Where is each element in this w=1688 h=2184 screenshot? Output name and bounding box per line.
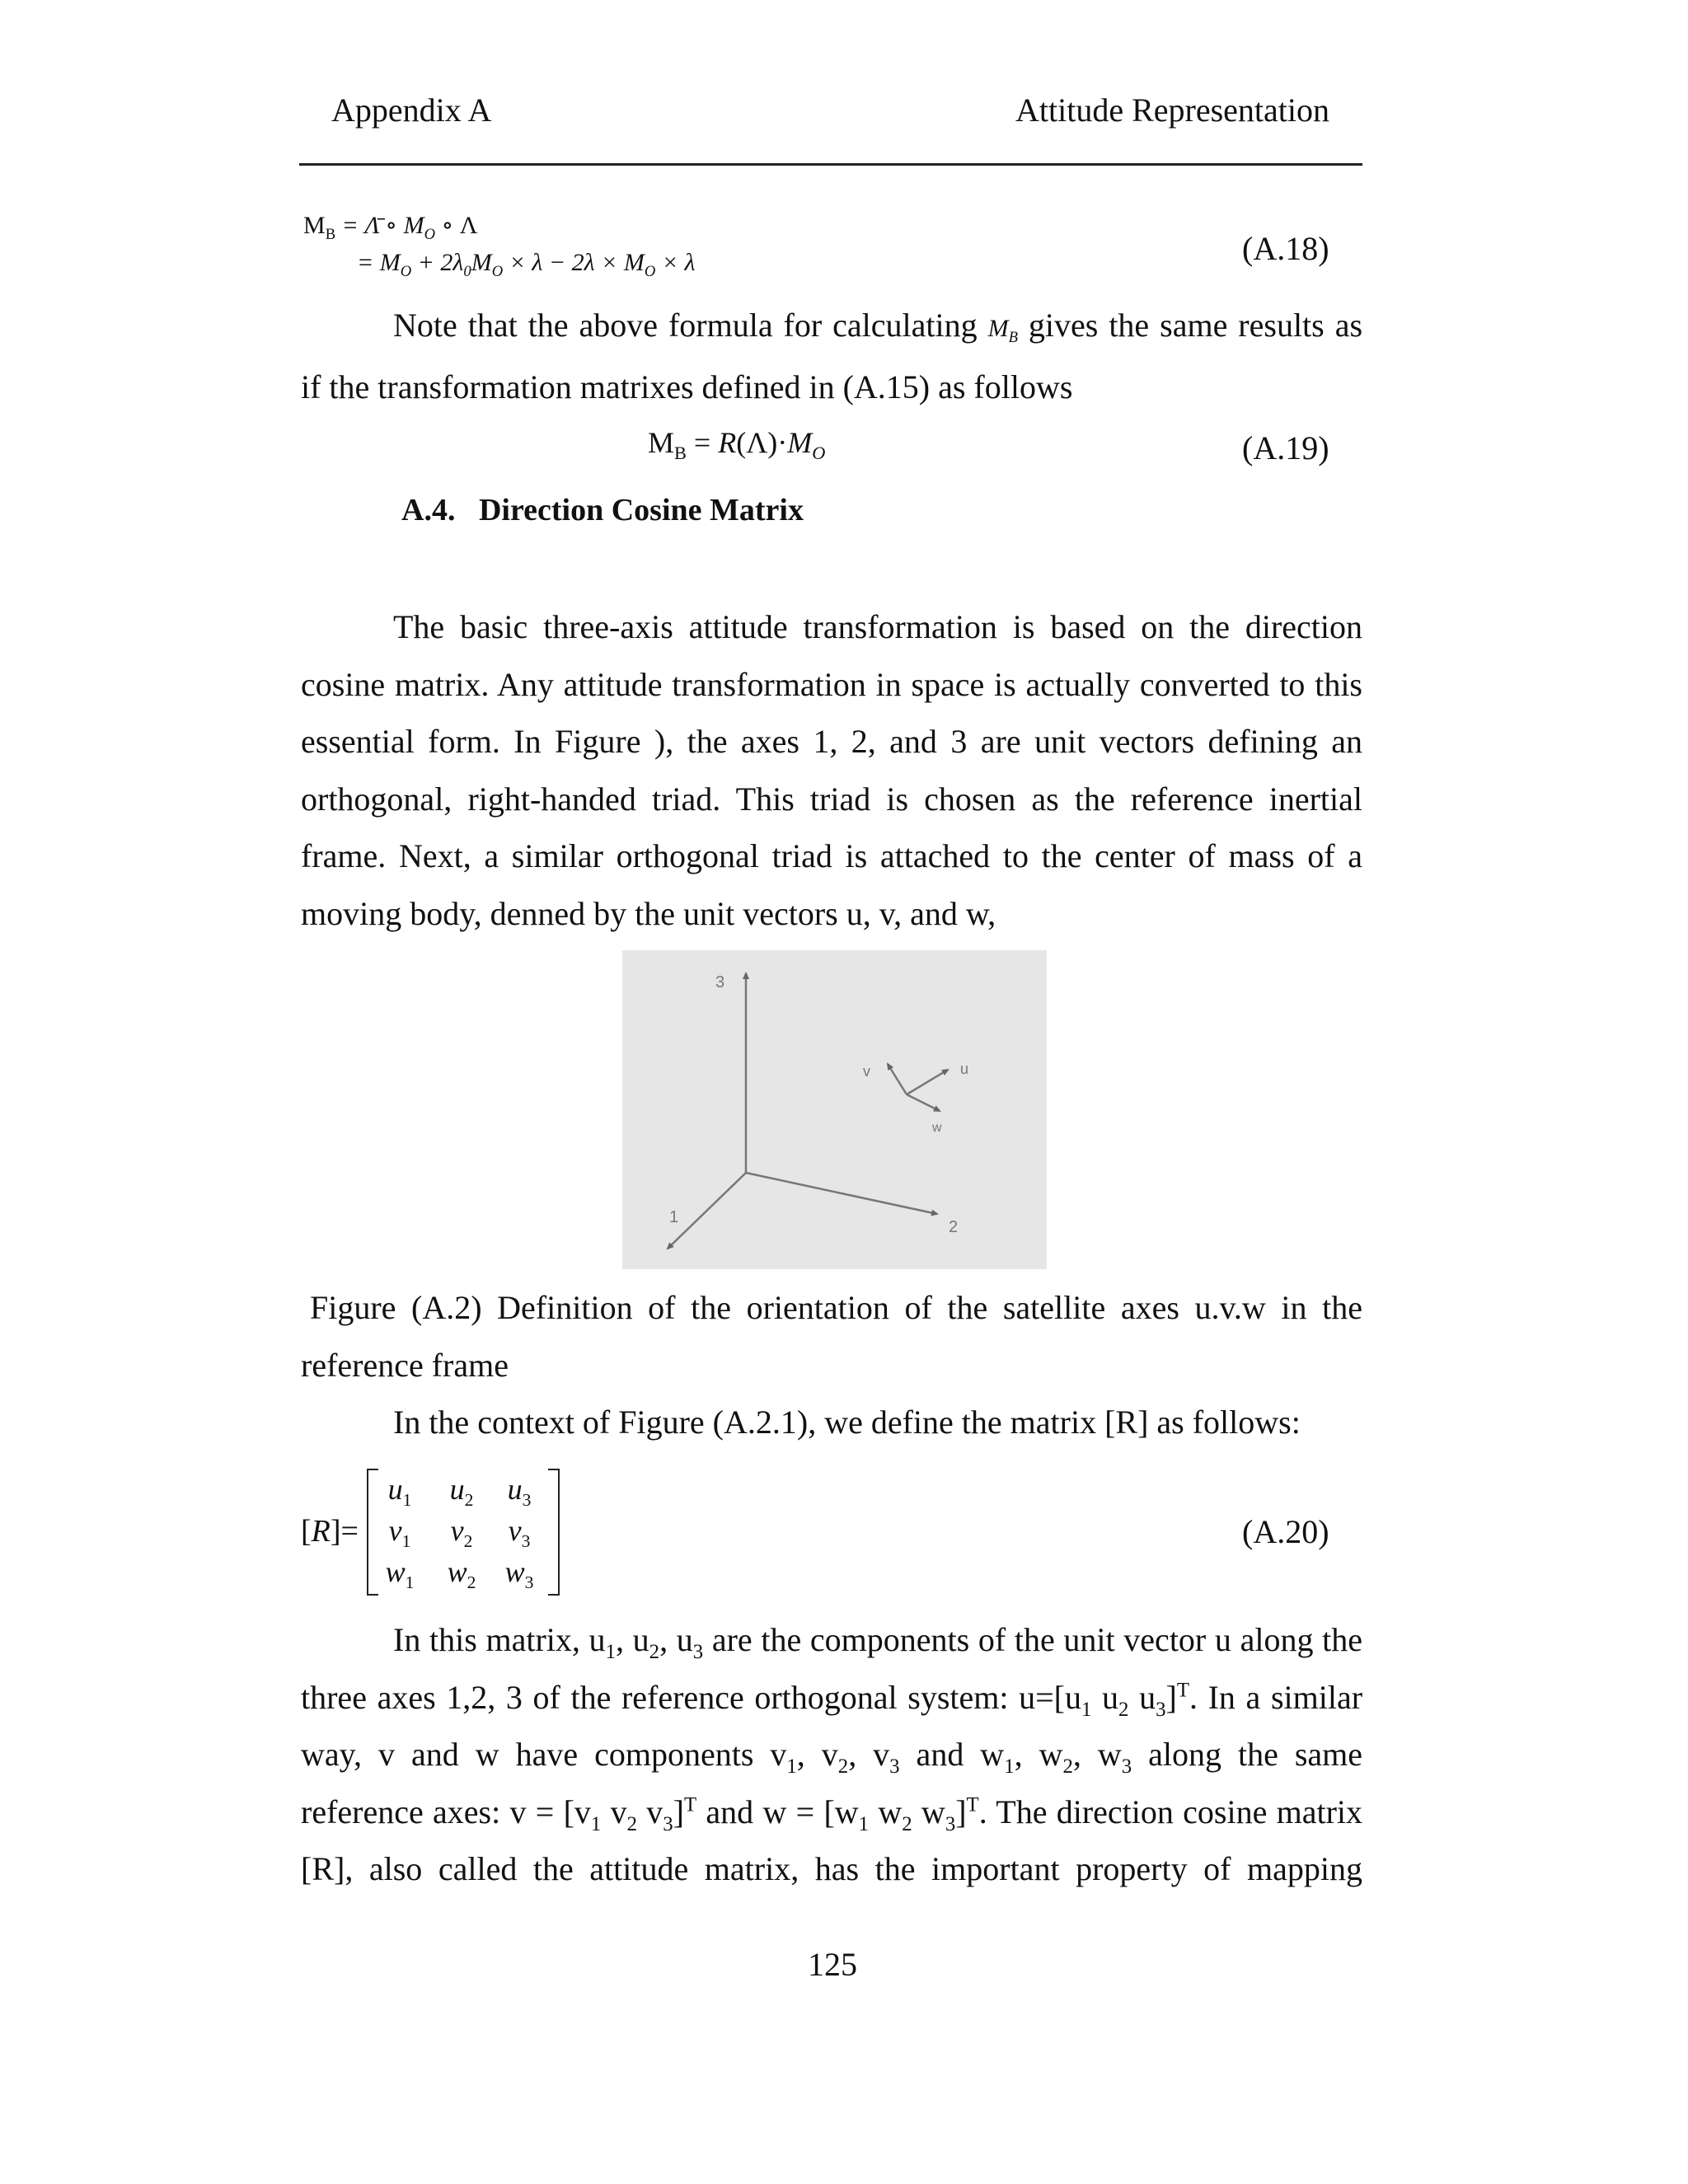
axis-2-line <box>746 1173 937 1214</box>
eq-a19: $M_B = R(\Lambda)\cdot M_O$ <box>648 426 826 464</box>
para2-line2: cosine matrix. Any attitude transformation in space is actually converted to this <box>301 666 1362 703</box>
w-label: w <box>932 1121 942 1135</box>
eq-a18-number: (A.18) <box>1242 230 1329 267</box>
para2-line4: orthogonal, right-handed triad. This triad is chosen as the reference inertial <box>301 780 1362 818</box>
para4-line3: way, v and w have components $v_1$, $v_2$, $v_3$ and $w_1$, $w_2$, $w_3$ along the same <box>301 1736 1363 1778</box>
eq-a20-lhs: [R]= <box>301 1514 359 1549</box>
matrix-cell: $v_1$ <box>388 1514 411 1552</box>
matrix-cell: $v_3$ <box>508 1514 531 1552</box>
w-vector-line <box>907 1094 940 1111</box>
matrix-cell: $u_2$ <box>449 1473 474 1511</box>
section-heading: A.4. Direction Cosine Matrix <box>401 493 804 527</box>
matrix-cell: $v_2$ <box>450 1514 473 1552</box>
para2-line6: moving body, denned by the unit vectors u, v, and w, <box>301 895 996 932</box>
eq-a19-number: (A.19) <box>1242 429 1329 466</box>
axes-diagram-svg <box>622 950 1047 1269</box>
para3: In the context of Figure (A.2.1), we define the matrix [R] as follows: <box>393 1404 1301 1441</box>
figure-axes-diagram <box>622 950 1047 1269</box>
para4-line1: In this matrix, $u_1$, $u_2$, $u_3$ are the components of the unit vector u along the <box>393 1621 1363 1663</box>
figure-caption-line1: Figure (A.2) Definition of the orientation of the satellite axes u.v.w in the <box>310 1289 1362 1326</box>
eq-a20-matrix <box>301 1469 581 1601</box>
axis-3-label: 3 <box>715 973 725 991</box>
u-vector-line <box>907 1070 948 1094</box>
matrix-right-bracket <box>548 1469 560 1596</box>
para4-line4: reference axes: $v = [v_1$ $v_2$ $v_3]^T$ and $w = [w_1$ $w_2$ $w_3]^T$. The direction cosine matrix <box>301 1793 1363 1835</box>
matrix-cell: $w_1$ <box>385 1555 415 1593</box>
axis-1-line <box>668 1173 746 1249</box>
running-header-right: Attitude Representation <box>1015 91 1330 129</box>
v-label: v <box>863 1063 870 1080</box>
eq-a20-number: (A.20) <box>1242 1513 1329 1550</box>
para1-line1: Note that the above formula for calculating $M_B$ gives the same results as <box>393 307 1363 346</box>
axis-2-label: 2 <box>949 1218 959 1236</box>
header-rule <box>299 163 1362 166</box>
figure-caption-line2: reference frame <box>301 1347 509 1384</box>
matrix-left-bracket <box>367 1469 378 1596</box>
matrix-cell: $u_3$ <box>507 1473 532 1511</box>
matrix-cell: $w_2$ <box>447 1555 476 1593</box>
para1-line2: if the transformation matrixes defined in (A.15) as follows <box>301 368 1073 405</box>
u-label: u <box>960 1061 969 1077</box>
matrix-cell: $u_1$ <box>387 1473 412 1511</box>
para2-line3: essential form. In Figure ), the axes 1, 2, and 3 are unit vectors defining an <box>301 723 1362 760</box>
matrix-cell: $w_3$ <box>504 1555 534 1593</box>
running-header-left: Appendix A <box>331 91 492 129</box>
page-number: 125 <box>808 1946 857 1983</box>
para2-line5: frame. Next, a similar orthogonal triad is attached to the center of mass of a <box>301 837 1362 874</box>
para4-line2: three axes 1,2, 3 of the reference orthogonal system: $u=[u_1$ $u_2$ $u_3]^T$. In a similar <box>301 1679 1363 1721</box>
para2-line1: The basic three-axis attitude transformation is based on the direction <box>393 608 1362 645</box>
eq-a18-line1: $M_B$ = Λ̄ ∘ $M_O$ ∘ Λ <box>303 212 478 243</box>
axis-1-label: 1 <box>669 1208 679 1226</box>
eq-a18-line2: = $M_O + 2\lambda_0M_O \times \lambda - 2\lambda \times M_O \times \lambda$ <box>357 249 696 280</box>
para4-line5: [R], also called the attitude matrix, has the important property of mapping <box>301 1850 1362 1887</box>
v-vector-line <box>888 1064 907 1094</box>
